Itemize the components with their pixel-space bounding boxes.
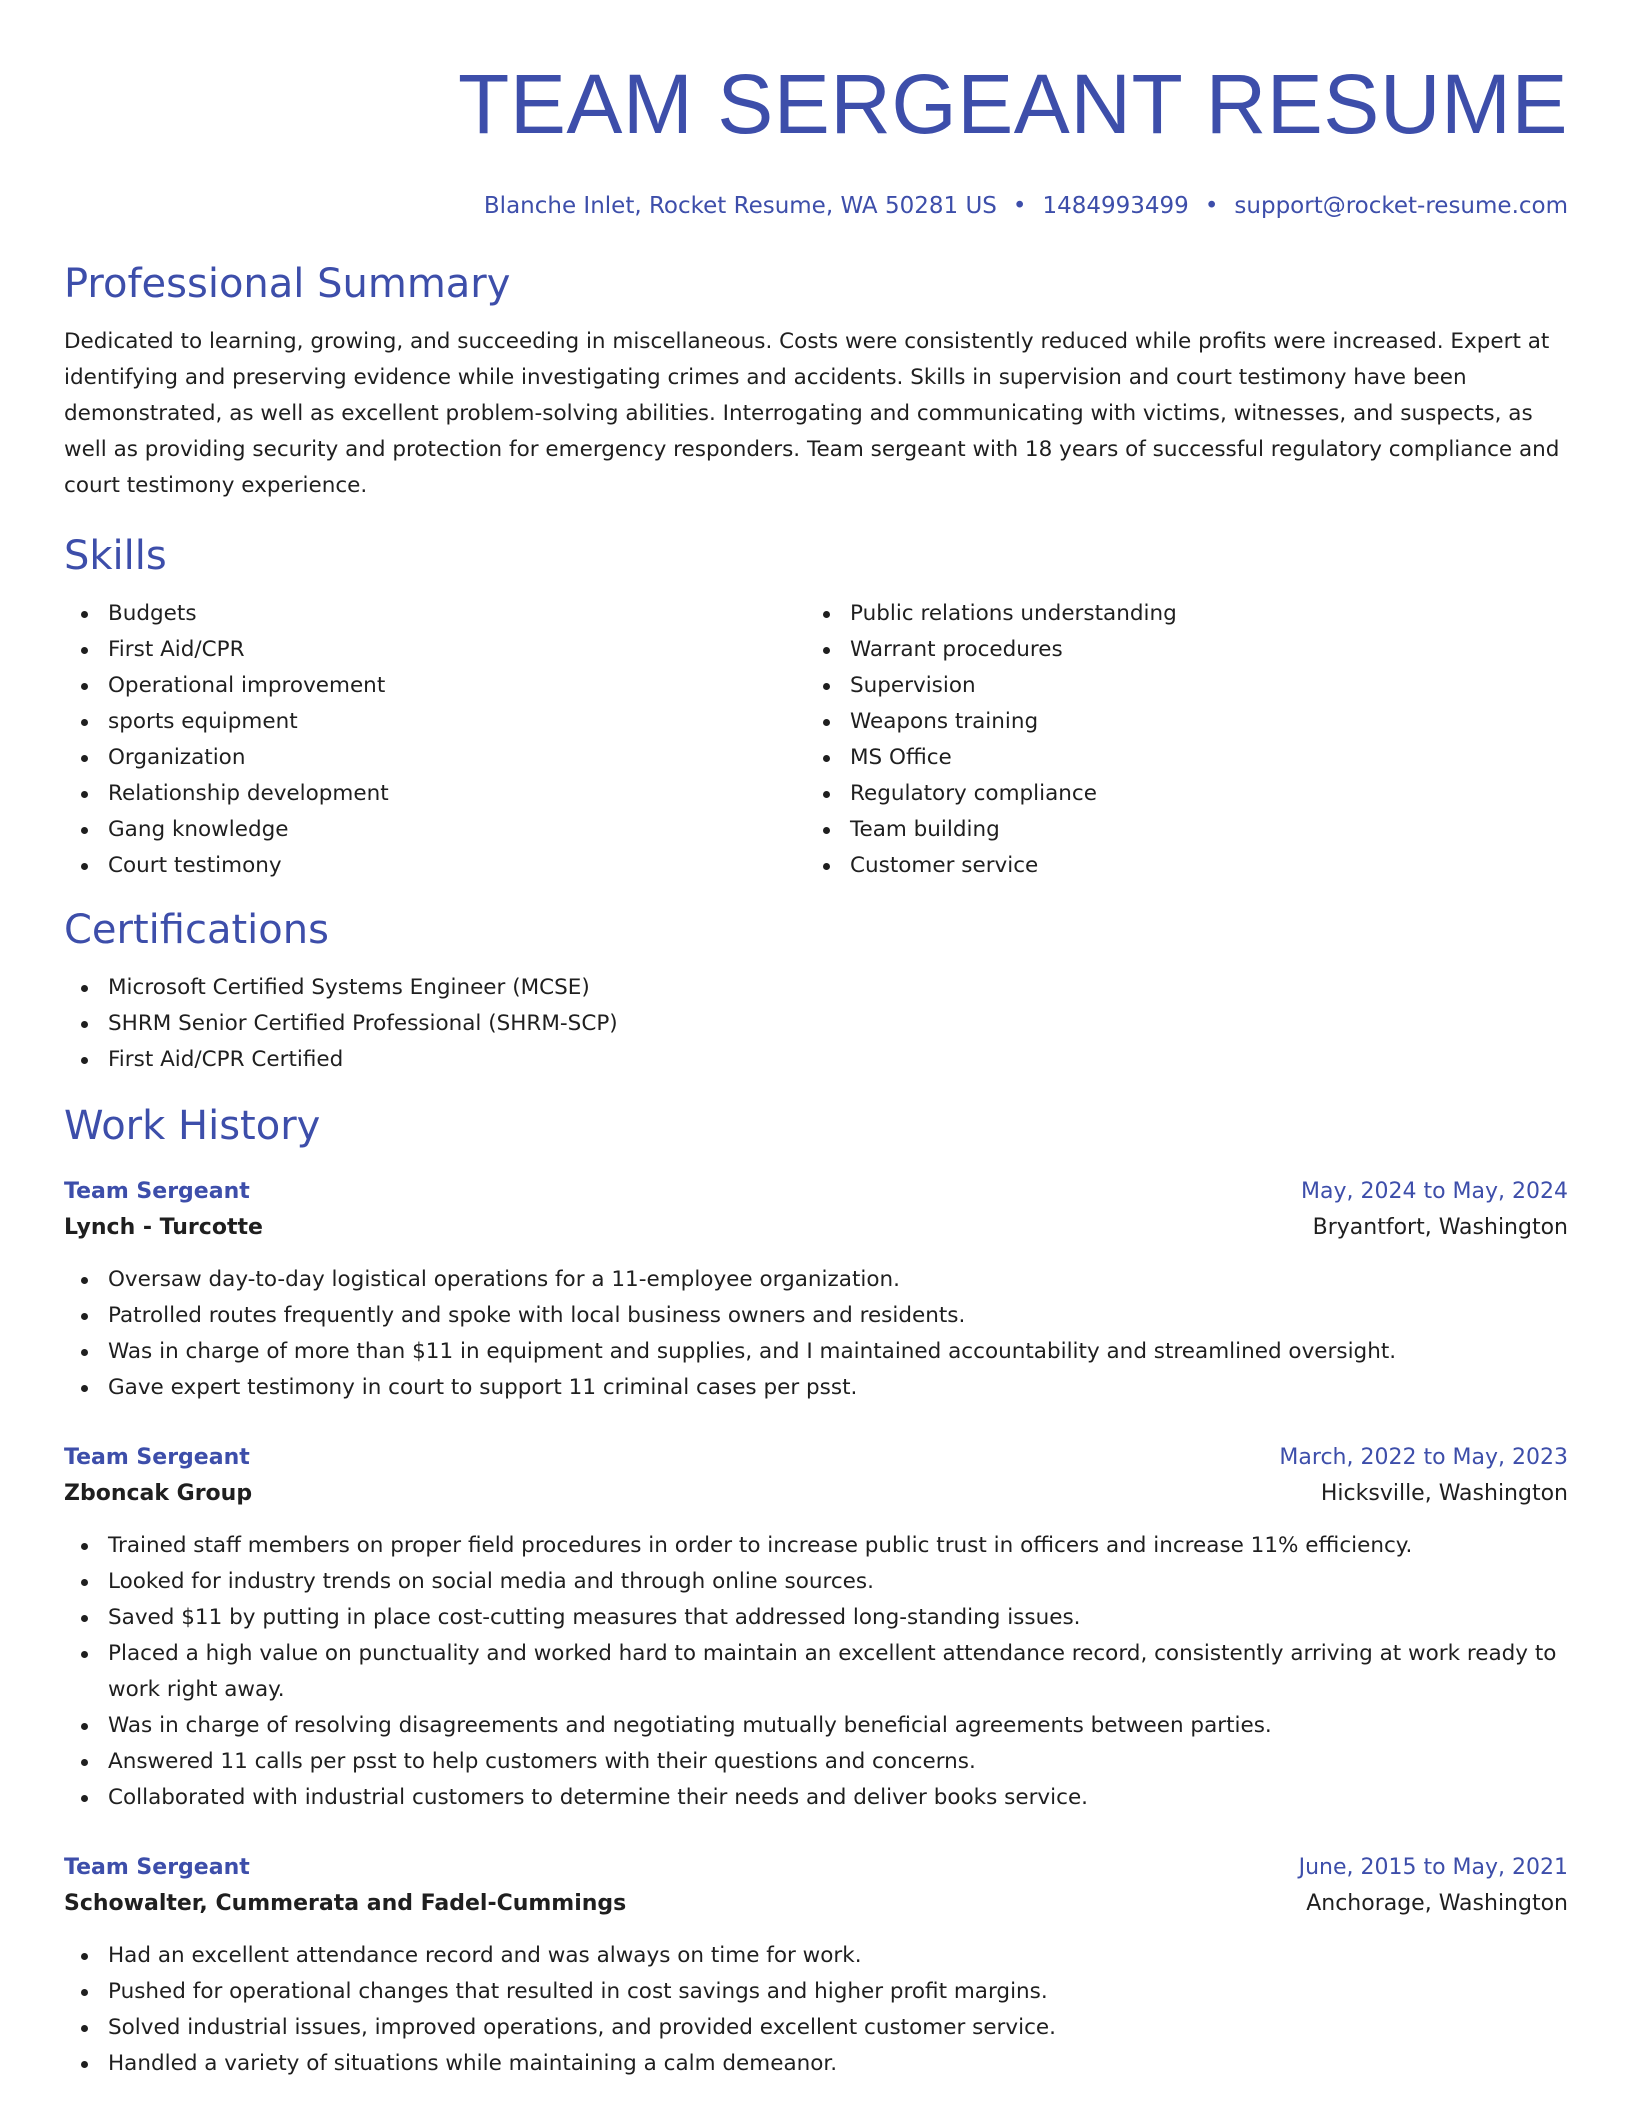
summary-heading: Professional Summary (64, 261, 511, 307)
work-history-heading: Work History (64, 1103, 321, 1149)
skill-item: Warrant procedures (806, 632, 1548, 668)
job-bullet: Solved industrial issues, improved operations, and provided excellent customer service. (64, 2010, 1568, 2046)
job-bullets (64, 1262, 1568, 1406)
skill-item: First Aid/CPR (64, 632, 806, 668)
job-title: Team Sergeant (64, 1179, 250, 1204)
resume-header (64, 0, 1568, 222)
job-bullet: Trained staff members on proper field procedures in order to increase public trust in officers and increase 11% efficiency. (64, 1528, 1568, 1564)
job-bullet: Answered 11 calls per psst to help customers with their questions and concerns. (64, 1744, 1568, 1780)
job-bullet: Looked for industry trends on social media and through online sources. (64, 1564, 1568, 1600)
contact-phone: 1484993499 (1042, 193, 1189, 219)
certifications-section (64, 904, 1568, 1078)
job-bullets (64, 1938, 1568, 2082)
skill-item: MS Office (806, 740, 1548, 776)
skills-heading: Skills (64, 533, 167, 579)
job-bullets (64, 1528, 1568, 1816)
certifications-list (64, 970, 1568, 1078)
job-company-row (64, 1210, 1568, 1246)
contact-separator: • (1012, 193, 1027, 219)
job-dates: May, 2024 to May, 2024 (1301, 1179, 1568, 1204)
skill-item: sports equipment (64, 704, 806, 740)
skill-item: Team building (806, 812, 1548, 848)
job-bullet: Oversaw day-to-day logistical operations for a 11-employee organization. (64, 1262, 1568, 1298)
job-title-row (64, 1440, 1568, 1476)
job-location: Anchorage, Washington (1306, 1891, 1568, 1916)
skill-item: Customer service (806, 848, 1548, 884)
job-title-row (64, 1174, 1568, 1210)
job-entry (64, 1850, 1568, 2082)
skills-column-right (806, 596, 1548, 884)
skill-item: Court testimony (64, 848, 806, 884)
skill-item: Gang knowledge (64, 812, 806, 848)
job-bullet: Patrolled routes frequently and spoke with local business owners and residents. (64, 1298, 1568, 1334)
job-bullet: Handled a variety of situations while maintaining a calm demeanor. (64, 2046, 1568, 2082)
skill-item: Relationship development (64, 776, 806, 812)
job-location: Hicksville, Washington (1320, 1481, 1568, 1506)
job-bullet: Was in charge of resolving disagreements and negotiating mutually beneficial agreements between parties. (64, 1708, 1568, 1744)
job-location: Bryantfort, Washington (1312, 1215, 1568, 1240)
job-title: Team Sergeant (64, 1445, 250, 1470)
contact-line (64, 190, 1568, 222)
job-bullet: Gave expert testimony in court to support 11 criminal cases per psst. (64, 1370, 1568, 1406)
certifications-heading: Certifications (64, 907, 329, 953)
job-company: Schowalter, Cummerata and Fadel-Cummings (64, 1891, 627, 1916)
skills-grid (64, 596, 1568, 884)
job-bullet: Saved $11 by putting in place cost-cutting measures that addressed long-standing issues. (64, 1600, 1568, 1636)
skills-column-left (64, 596, 806, 884)
job-bullet: Pushed for operational changes that resulted in cost savings and higher profit margins. (64, 1974, 1568, 2010)
work-history-section (64, 1100, 1568, 2082)
summary-text: Dedicated to learning, growing, and succeeding in miscellaneous. Costs were consistently reduced while profits were increased. Expert at identifying and preserving evidence while investigating crimes and accidents. Skills in supervision and court testimony have been demonstrated, as well as excellent problem-solving abilities. Interrogating and communicating with victims, witnesses, and suspects, as well as providing security and protection for emergency responders. Team sergeant with 18 years of successful regulatory compliance and court testimony experience. (64, 329, 1560, 498)
summary-section (64, 258, 1568, 504)
certification-item: Microsoft Certified Systems Engineer (MCSE) (64, 970, 1568, 1006)
certification-item: SHRM Senior Certified Professional (SHRM-SCP) (64, 1006, 1568, 1042)
job-entry (64, 1174, 1568, 1406)
skill-item: Organization (64, 740, 806, 776)
job-company: Zboncak Group (64, 1481, 253, 1506)
skill-item: Public relations understanding (806, 596, 1548, 632)
job-title: Team Sergeant (64, 1855, 250, 1880)
job-company-row (64, 1886, 1568, 1922)
skill-item: Supervision (806, 668, 1548, 704)
job-company-row (64, 1476, 1568, 1512)
job-title-row (64, 1850, 1568, 1886)
contact-separator: • (1204, 193, 1219, 219)
certification-item: First Aid/CPR Certified (64, 1042, 1568, 1078)
job-bullet: Collaborated with industrial customers to determine their needs and deliver books service. (64, 1780, 1568, 1816)
job-dates: June, 2015 to May, 2021 (1298, 1855, 1568, 1880)
skill-item: Budgets (64, 596, 806, 632)
skill-item: Weapons training (806, 704, 1548, 740)
skill-item: Regulatory compliance (806, 776, 1548, 812)
job-dates: March, 2022 to May, 2023 (1279, 1445, 1568, 1470)
skill-item: Operational improvement (64, 668, 806, 704)
job-bullet: Placed a high value on punctuality and worked hard to maintain an excellent attendance record, consistently arriving at work ready to work right away. (64, 1636, 1568, 1708)
job-company: Lynch - Turcotte (64, 1215, 263, 1240)
skills-section (64, 530, 1568, 884)
contact-address: Blanche Inlet, Rocket Resume, WA 50281 US (483, 193, 997, 219)
job-entry (64, 1440, 1568, 1816)
contact-email[interactable]: support@rocket-resume.com (1234, 193, 1568, 219)
resume-name: TEAM SERGEANT RESUME (458, 57, 1568, 151)
job-bullet: Had an excellent attendance record and was always on time for work. (64, 1938, 1568, 1974)
job-bullet: Was in charge of more than $11 in equipment and supplies, and I maintained accountability and streamlined oversight. (64, 1334, 1568, 1370)
